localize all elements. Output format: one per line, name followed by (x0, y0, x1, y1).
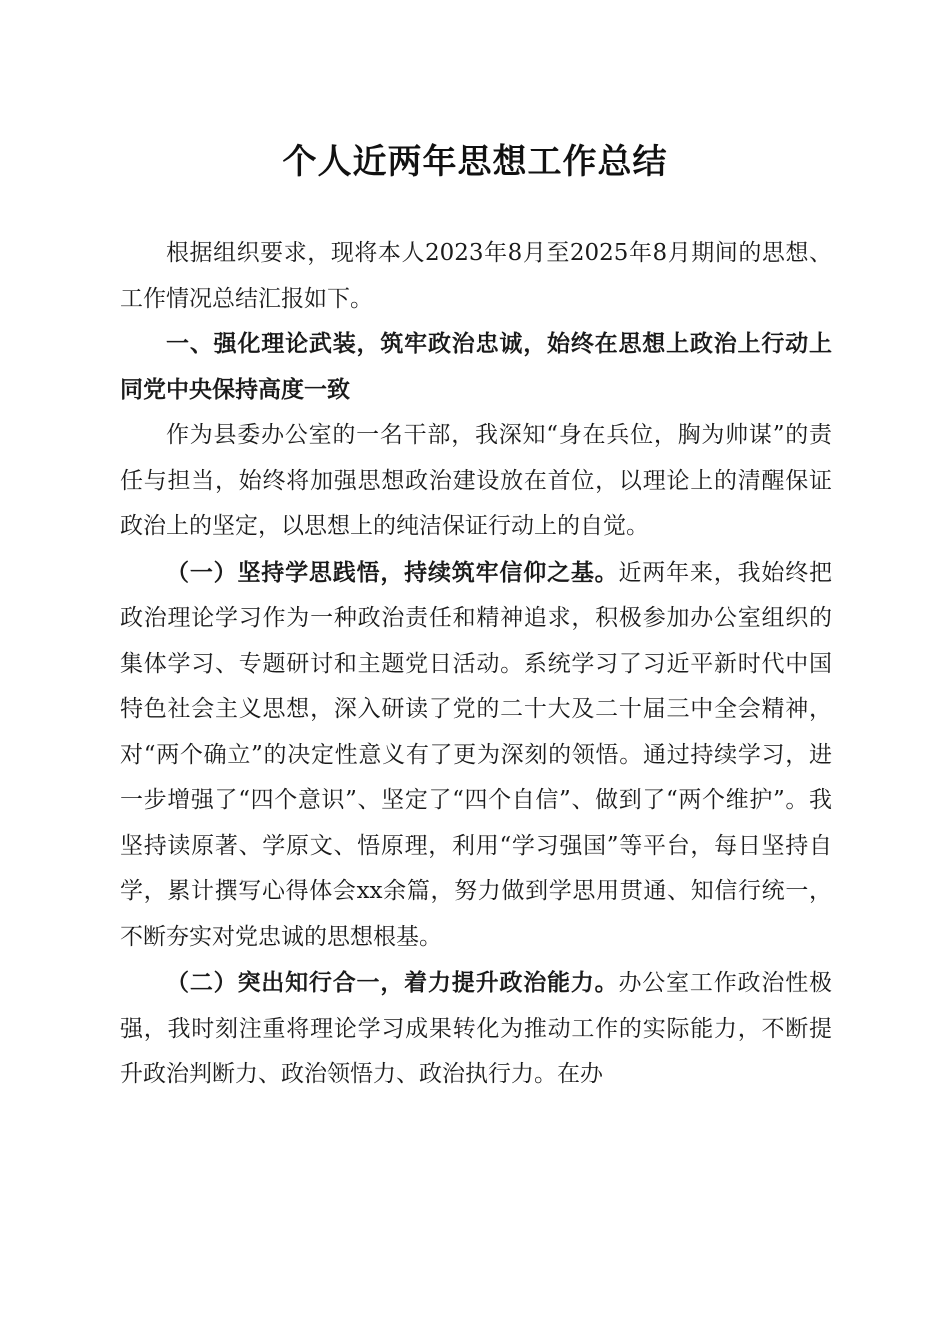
subsection-2-lead: （二）突出知行合一，着力提升政治能力。 (166, 969, 619, 996)
subsection-1-text: 近两年来，我始终把政治理论学习作为一种政治责任和精神追求，积极参加办公室组织的集体学习、专题研讨和主题党日活动。系统学习了习近平新时代中国特色社会主义思想，深入研读了党的二十大及二十届三中全会精神，对“两个确立”的决定性意义有了更为深刻的领悟。通过持续学习，进一步增强了“四个意识”、坚定了“四个自信”、做到了“两个维护”。我坚持读原著、学原文、悟原理，利用“学习强国”等平台，每日坚持自学，累计撰写心得体会xx余篇，努力做到学思用贯通、知信行统一，不断夯实对党忠诚的思想根基。 (120, 559, 833, 950)
subsection-2-paragraph (120, 960, 832, 1098)
section-1-intro-paragraph: 作为县委办公室的一名干部，我深知“身在兵位，胸为帅谋”的责任与担当，始终将加强思想政治建设放在首位，以理论上的清醒保证政治上的坚定，以思想上的纯洁保证行动上的自觉。 (120, 422, 832, 539)
intro-paragraph: 根据组织要求，现将本人2023年8月至2025年8月期间的思想、工作情况总结汇报如下。 (120, 240, 832, 312)
subsection-2-text: 办公室工作政治性极强，我时刻注重将理论学习成果转化为推动工作的实际能力，不断提升政治判断力、政治领悟力、政治执行力。在办 (120, 970, 833, 1087)
document-title: 个人近两年思想工作总结 (282, 142, 668, 182)
section-1-heading: 一、强化理论武装，筑牢政治忠诚，始终在思想上政治上行动上同党中央保持高度一致 (120, 331, 832, 403)
document-body (120, 231, 832, 1098)
subsection-1-paragraph (120, 550, 832, 961)
subsection-1-lead: （一）坚持学思践悟，持续筑牢信仰之基。 (166, 558, 619, 586)
